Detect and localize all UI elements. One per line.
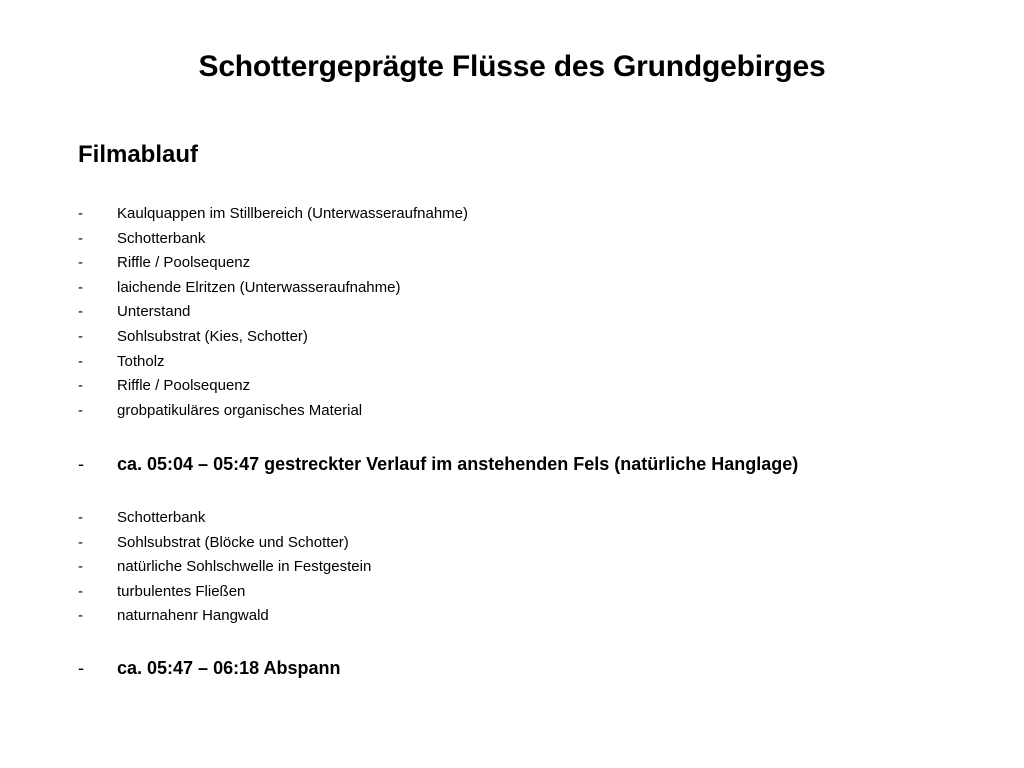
list-item-text: Unterstand <box>117 303 191 321</box>
list-item-text: laichende Elritzen (Unterwasseraufnahme) <box>117 278 401 296</box>
list-item <box>78 300 468 325</box>
section-heading: Filmablauf <box>78 141 199 168</box>
list-item-text: Sohlsubstrat (Kies, Schotter) <box>117 327 308 345</box>
list-item <box>78 399 468 424</box>
bullet-dash: - <box>78 509 83 526</box>
bullet-dash: - <box>78 533 83 551</box>
bullet-dash: - <box>78 401 83 419</box>
section-timecode-text: ca. 05:04 – 05:47 gestreckter Verlauf im anstehenden Fels (natürliche Hanglage) <box>117 454 799 474</box>
list-item <box>78 227 468 252</box>
bullet-dash: - <box>78 352 83 370</box>
film-sequence-list-1 <box>78 202 468 423</box>
bullet-dash: - <box>78 327 83 345</box>
list-item-text: naturnahenr Hangwald <box>117 607 269 625</box>
list-item-text: Riffle / Poolsequenz <box>117 254 251 272</box>
list-item <box>78 555 371 580</box>
list-item <box>78 531 371 556</box>
bullet-dash: - <box>78 205 83 222</box>
list-item-text: Riffle / Poolsequenz <box>117 377 251 395</box>
list-item-text: Schotterbank <box>117 229 206 247</box>
list-item <box>78 580 371 605</box>
list-item-text: Schotterbank <box>117 509 206 526</box>
bullet-dash: - <box>78 658 84 678</box>
list-item-text: Totholz <box>117 352 165 370</box>
bullet-dash: - <box>78 454 84 474</box>
bullet-dash: - <box>78 607 83 625</box>
bullet-dash: - <box>78 229 83 247</box>
list-item <box>78 251 468 276</box>
list-item-text: grobpatikuläres organisches Material <box>117 401 363 419</box>
list-item <box>78 325 468 350</box>
bullet-dash: - <box>78 582 83 600</box>
list-item-text: Kaulquappen im Stillbereich (Unterwasseraufnahme) <box>117 205 469 222</box>
bullet-dash: - <box>78 303 83 321</box>
list-item-text: turbulentes Fließen <box>117 582 246 600</box>
section-timecode-text: ca. 05:47 – 06:18 Abspann <box>117 658 341 678</box>
list-item-text: Sohlsubstrat (Blöcke und Schotter) <box>117 533 349 551</box>
bullet-dash: - <box>78 377 83 395</box>
film-sequence-list-2 <box>78 506 371 629</box>
bullet-dash: - <box>78 558 83 576</box>
list-item <box>78 604 371 629</box>
bullet-dash: - <box>78 254 83 272</box>
list-item <box>78 506 371 531</box>
list-item <box>78 350 468 375</box>
bullet-dash: - <box>78 278 83 296</box>
list-item <box>78 202 468 227</box>
list-item <box>78 374 468 399</box>
list-item-text: natürliche Sohlschwelle in Festgestein <box>117 558 372 576</box>
slide-title: Schottergeprägte Flüsse des Grundgebirges <box>198 50 826 83</box>
list-item <box>78 276 468 301</box>
